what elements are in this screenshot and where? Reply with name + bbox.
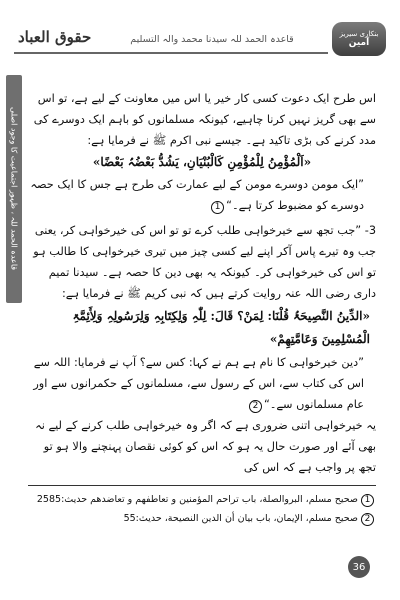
footnote-1 <box>28 492 376 507</box>
footnote-2 <box>28 511 376 526</box>
translation-quote-2 <box>28 352 376 415</box>
footnote-1-text: صحیح مسلم، البروالصلة، باب تراحم المؤمنین و تعاطفهم و تعاضدهم حدیث:2585 <box>36 494 358 505</box>
series-badge <box>332 22 386 56</box>
body-content <box>28 88 376 478</box>
side-tab <box>6 75 22 303</box>
badge-small-text: بنکاری سیریز <box>339 30 379 38</box>
side-tab-text: قاعدہ الحمد للہ ، ظہور اجتماعیت کا وجود اصلی <box>9 107 19 271</box>
footnote-2-text: صحیح مسلم، الإیمان، باب بیان أن الدین النصیحة، حدیث:55 <box>123 513 358 524</box>
paragraph-final: یہ خیرخواہی اتنی ضروری ہے کہ اگر وہ خیرخواہی طلب کرنے کے لیے نہ بھی آئے اور صورت حال یہ ہو کہ اس کو کوئی نقصان پہنچنے والا ہو تو تجھ پر واجب ہے کہ اس کی <box>35 419 376 474</box>
footnote-1-marker: 1 <box>361 494 374 507</box>
badge-main-text: آمین <box>348 38 370 48</box>
arabic-hadith-2: «الدِّینُ النَّصِیحَۃُ قُلْنَا: لِمَنْ؟ قَالَ: لِلّٰہِ وَلِکِتَابِہِ وَلِرَسُولِہِ وَلِأَئِمَّۃِ الْمُسْلِمِینَ وَعَامَّتِھِمْ» <box>72 309 370 346</box>
footnote-marker-1: 1 <box>211 201 224 214</box>
paragraph-1: اس طرح ایک دعوت کسی کار خیر یا اس میں معاونت کے لیے ہے، تو اس سے بھی گریز نہیں کرنا چاہیے، کیونکہ مسلمانوں کو باہم ایک دوسرے کی مدد کرنے کی بڑی تاکید ہے۔ جیسے نبی اکرم ﷺ نے فرمایا ہے: <box>33 92 376 147</box>
quote-1-text: ”ایک مومن دوسرے مومن کے لیے عمارت کی طرح ہے جس کا ایک حصہ دوسرے کو مضبوط کرتا ہے۔“ <box>30 178 364 212</box>
page-number: 36 <box>348 556 370 578</box>
quote-2-text: ”دین خیرخواہی کا نام ہے ہم نے کہا: کس سے؟ آپ نے فرمایا: اللہ سے اس کی کتاب سے، اس کے رسول سے، مسلمانوں کے حکمرانوں سے اور عام مسلمانوں سے۔“ <box>33 356 364 411</box>
footnotes <box>28 492 376 530</box>
translation-quote-1 <box>28 174 376 216</box>
header-title: حقوق العباد <box>18 28 92 46</box>
header-rule <box>14 52 328 54</box>
arabic-hadith-1: «اَلْمُؤْمِنُ لِلْمُؤْمِنِ کَالْبُنْیَانِ، یَشُدُّ بَعْضُہُ بَعْضًا» <box>92 155 312 169</box>
footnote-2-marker: 2 <box>361 513 374 526</box>
page-header <box>14 22 386 62</box>
numbered-item-3: 3- ”جب تجھ سے خیرخواہی طلب کرے تو تو اس کی خیرخواہی کر، یعنی جب وہ تیرے پاس آکر اپنے لیے کسی چیز میں تیری خیرخواہی کا طالب ہو تو اس کی خیرخواہی کر۔ کیونکہ یہ بھی دین کا حصہ ہے۔ سیدنا تمیم داری رضی اللہ عنہ روایت کرتے ہیں کہ نبی کریم ﷺ نے فرمایا ہے: <box>33 224 376 300</box>
footnote-marker-2: 2 <box>249 400 262 413</box>
footnote-divider <box>28 485 376 486</box>
header-subtitle: قاعدہ الحمد للہ سیدنا محمد وآلہ التسلیم <box>130 34 294 45</box>
